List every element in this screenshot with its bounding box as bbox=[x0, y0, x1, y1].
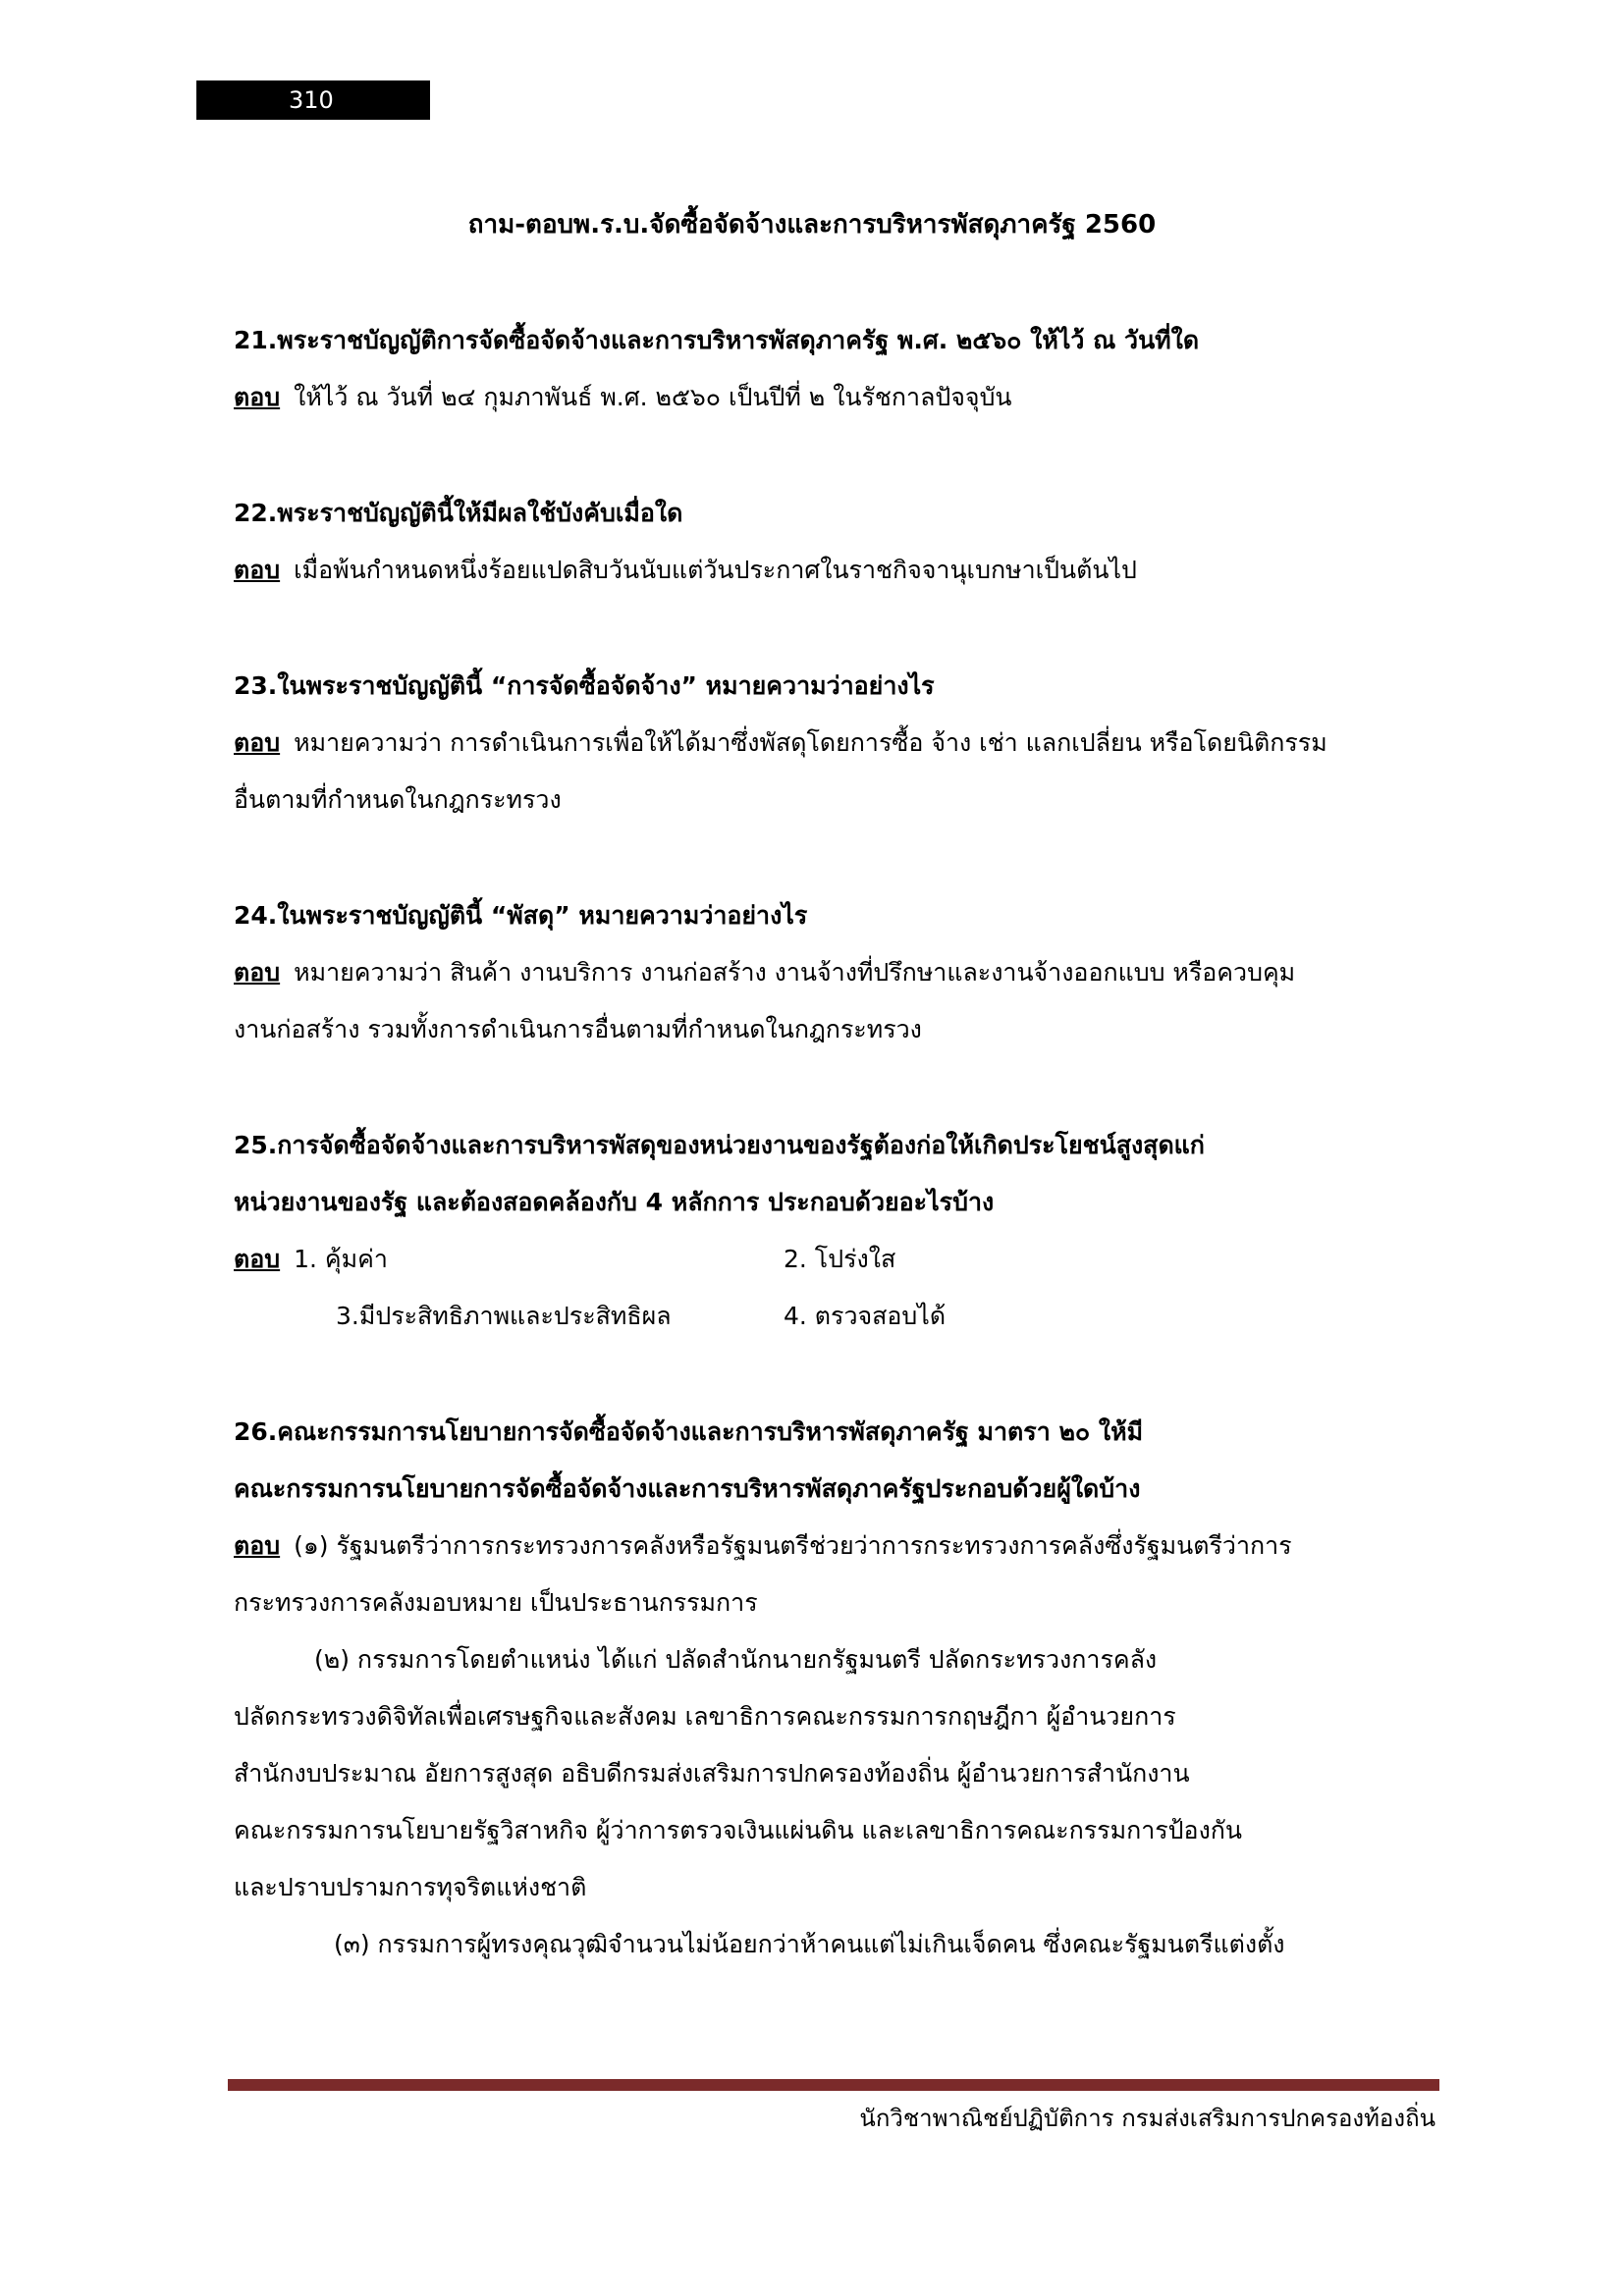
paragraph-line: ปลัดกระทรวงดิจิทัลเพื่อเศรษฐกิจและสังคม เลขาธิการคณะกรรมการกฤษฎีกา ผู้อำนวยการ bbox=[234, 1702, 1176, 1731]
answer-label: ตอบ bbox=[234, 1531, 281, 1560]
principle-item: 3.มีประสิทธิภาพและประสิทธิผล bbox=[336, 1302, 672, 1330]
question: 22.พระราชบัญญัตินี้ให้มีผลใช้บังคับเมื่อใด bbox=[234, 499, 683, 527]
answer-continuation: อื่นตามที่กำหนดในกฎกระทรวง bbox=[234, 785, 562, 814]
document-body bbox=[234, 312, 1441, 2032]
qa-item-25 bbox=[234, 1117, 1441, 1345]
footer-rule bbox=[228, 2079, 1439, 2091]
answer-text: (๑) รัฐมนตรีว่าการกระทรวงการคลังหรือรัฐมนตรีช่วยว่าการกระทรวงการคลังซึ่งรัฐมนตรีว่าการ bbox=[294, 1531, 1292, 1560]
question-line: คณะกรรมการนโยบายการจัดซื้อจัดจ้างและการบริหารพัสดุภาครัฐประกอบด้วยผู้ใดบ้าง bbox=[234, 1474, 1141, 1503]
answer-continuation: งานก่อสร้าง รวมทั้งการดำเนินการอื่นตามที่กำหนดในกฎกระทรวง bbox=[234, 1015, 922, 1043]
answer bbox=[234, 715, 1441, 772]
footer-text: นักวิชาพาณิชย์ปฏิบัติการ กรมส่งเสริมการปกครองท้องถิ่น bbox=[859, 2105, 1435, 2132]
answer-label: ตอบ bbox=[234, 1245, 281, 1273]
answer-continuation: กระทรวงการคลังมอบหมาย เป็นประธานกรรมการ bbox=[234, 1588, 758, 1617]
answer-label: ตอบ bbox=[234, 958, 281, 987]
answer bbox=[234, 369, 1441, 426]
question-line: 26.คณะกรรมการนโยบายการจัดซื้อจัดจ้างและการบริหารพัสดุภาครัฐ มาตรา ๒๐ ให้มี bbox=[234, 1417, 1144, 1446]
paragraph-line: (๒) กรรมการโดยตำแหน่ง ได้แก่ ปลัดสำนักนายกรัฐมนตรี ปลัดกระทรวงการคลัง bbox=[314, 1645, 1158, 1674]
principles-row bbox=[234, 1231, 1441, 1288]
question: 23.ในพระราชบัญญัตินี้ “การจัดซื้อจัดจ้าง” หมายความว่าอย่างไร bbox=[234, 671, 935, 700]
paragraph-line: และปราบปรามการทุจริตแห่งชาติ bbox=[234, 1873, 587, 1901]
answer-text: หมายความว่า สินค้า งานบริการ งานก่อสร้าง งานจ้างที่ปรึกษาและงานจ้างออกแบบ หรือควบคุม bbox=[294, 958, 1296, 987]
principle-item: 2. โปร่งใส bbox=[784, 1245, 896, 1273]
answer bbox=[234, 1518, 1441, 1575]
answer bbox=[234, 1231, 784, 1288]
answer bbox=[234, 944, 1441, 1001]
principle-item: 4. ตรวจสอบได้ bbox=[784, 1302, 947, 1330]
question-line: 25.การจัดซื้อจัดจ้างและการบริหารพัสดุของหน่วยงานของรัฐต้องก่อให้เกิดประโยชน์สูงสุดแก่ bbox=[234, 1131, 1205, 1159]
paragraph-line: (๓) กรรมการผู้ทรงคุณวุฒิจำนวนไม่น้อยกว่าห้าคนแต่ไม่เกินเจ็ดคน ซึ่งคณะรัฐมนตรีแต่งตั้ง bbox=[334, 1930, 1285, 1958]
answer bbox=[234, 542, 1441, 599]
question: 21.พระราชบัญญัติการจัดซื้อจัดจ้างและการบริหารพัสดุภาครัฐ พ.ศ. ๒๕๖๐ ให้ไว้ ณ วันที่ใด bbox=[234, 326, 1200, 354]
principle-item: 1. คุ้มค่า bbox=[294, 1245, 388, 1273]
qa-item-23 bbox=[234, 658, 1441, 828]
answer-text: เมื่อพ้นกำหนดหนึ่งร้อยแปดสิบวันนับแต่วันประกาศในราชกิจจานุเบกษาเป็นต้นไป bbox=[294, 556, 1137, 584]
answer-text: หมายความว่า การดำเนินการเพื่อให้ได้มาซึ่งพัสดุโดยการซื้อ จ้าง เช่า แลกเปลี่ยน หรือโดยนิติกรรม bbox=[294, 728, 1327, 757]
answer-label: ตอบ bbox=[234, 556, 281, 584]
qa-item-22 bbox=[234, 485, 1441, 599]
principles-row bbox=[234, 1288, 1441, 1345]
document-title: ถาม-ตอบพ.ร.บ.จัดซื้อจัดจ้างและการบริหารพัสดุภาครัฐ 2560 bbox=[467, 210, 1157, 240]
answer-label: ตอบ bbox=[234, 383, 281, 411]
answer-text: ให้ไว้ ณ วันที่ ๒๔ กุมภาพันธ์ พ.ศ. ๒๕๖๐ เป็นปีที่ ๒ ในรัชกาลปัจจุบัน bbox=[294, 383, 1012, 411]
question-line: หน่วยงานของรัฐ และต้องสอดคล้องกับ 4 หลักการ ประกอบด้วยอะไรบ้าง bbox=[234, 1188, 995, 1216]
qa-item-21 bbox=[234, 312, 1441, 426]
qa-item-24 bbox=[234, 887, 1441, 1058]
qa-item-26 bbox=[234, 1404, 1441, 1973]
page-number-box bbox=[196, 80, 430, 120]
answer-label: ตอบ bbox=[234, 728, 281, 757]
page-number: 310 bbox=[289, 86, 334, 114]
paragraph-line: คณะกรรมการนโยบายรัฐวิสาหกิจ ผู้ว่าการตรวจเงินแผ่นดิน และเลขาธิการคณะกรรมการป้องกัน bbox=[234, 1816, 1243, 1844]
question: 24.ในพระราชบัญญัตินี้ “พัสดุ” หมายความว่าอย่างไร bbox=[234, 901, 808, 930]
paragraph-line: สำนักงบประมาณ อัยการสูงสุด อธิบดีกรมส่งเสริมการปกครองท้องถิ่น ผู้อำนวยการสำนักงาน bbox=[234, 1759, 1190, 1788]
